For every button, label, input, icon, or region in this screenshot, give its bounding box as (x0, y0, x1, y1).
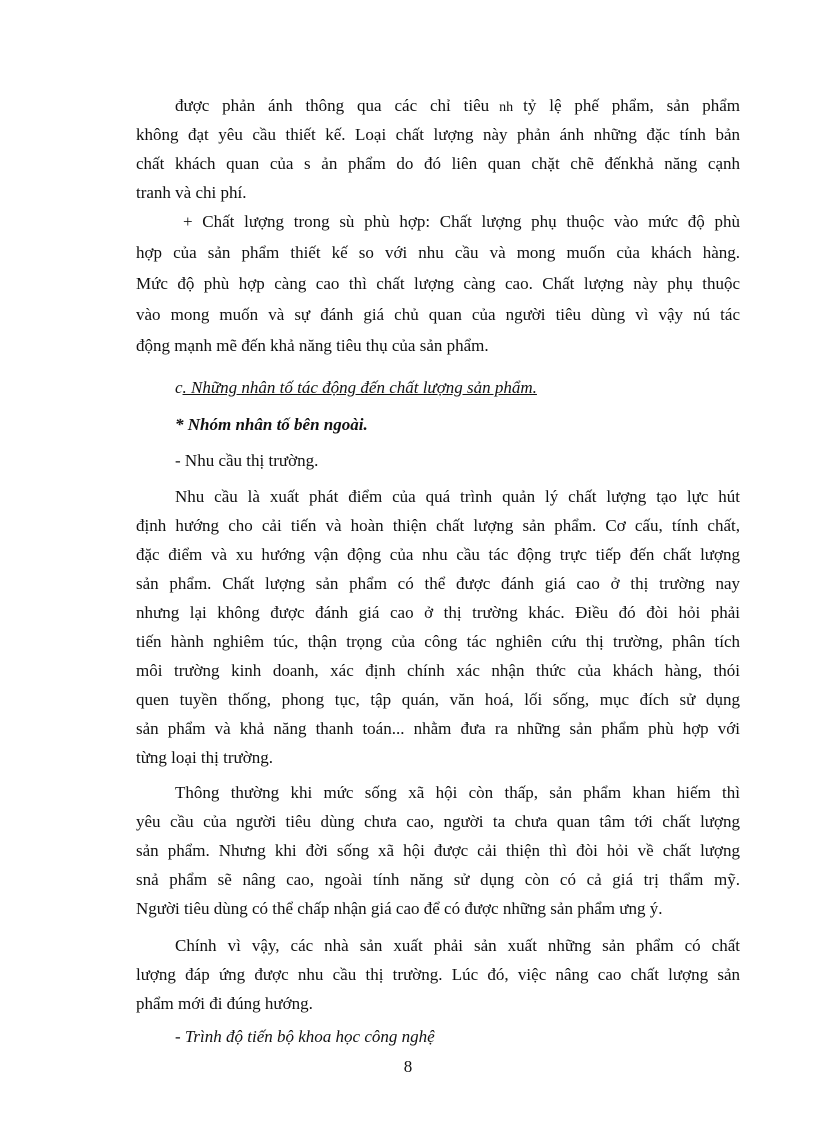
p1-line-1: được phản ánh thông qua các chỉ tiêu nh tỷ lệ phế phẩm, sản phẩm (175, 96, 740, 115)
p3-line-7: môi trường kinh doanh, xác định chính xác nhận thức của khách hàng, thói (136, 661, 740, 680)
p3-line-9: sản phẩm và khả năng thanh toán... nhằm đưa ra những sản phẩm phù hợp với (136, 719, 740, 738)
p1-line-3: chất khách quan của s ản phẩm do đó liên quan chặt chẽ đếnkhả năng cạnh (136, 154, 740, 173)
p5-line-2: lượng đáp ứng được nhu cầu thị trường. Lúc đó, việc nâng cao chất lượng sản (136, 965, 740, 984)
p1-line-4: tranh và chi phí. (136, 183, 247, 202)
subheading-technology: - Trình độ tiến bộ khoa học công nghệ (175, 1027, 435, 1046)
p5-line-1: Chính vì vậy, các nhà sản xuất phải sản xuất những sản phẩm có chất (175, 936, 740, 955)
subheading-market: - Nhu cầu thị trường. (175, 451, 319, 470)
p4-line-5: Người tiêu dùng có thể chấp nhận giá cao để có được những sản phẩm ưng ý. (136, 899, 663, 918)
p3-line-2: định hướng cho cải tiến và hoàn thiện chất lượng sản phẩm. Cơ cấu, tính chất, (136, 516, 740, 535)
p3-line-6: tiến hành nghiêm túc, thận trọng của công tác nghiên cứu thị trường, phân tích (136, 632, 740, 651)
group-heading: * Nhóm nhân tố bên ngoài. (175, 415, 368, 434)
p5-line-3: phẩm mới đi đúng hướng. (136, 994, 313, 1013)
p2-line-5: động mạnh mẽ đến khả năng tiêu thụ của sản phẩm. (136, 336, 489, 355)
page-number: 8 (403, 1057, 413, 1076)
inline-note: nh (499, 100, 514, 115)
p2-line-4: vào mong muốn và sự đánh giá chủ quan của người tiêu dùng vì vậy nú tác (136, 305, 740, 324)
p3-line-1: Nhu cầu là xuất phát điểm của quá trình quản lý chất lượng tạo lực hút (175, 487, 740, 506)
p3-line-8: quen tuyền thống, phong tục, tập quán, văn hoá, lối sống, mục đích sử dụng (136, 690, 740, 709)
p3-line-3: đặc điểm và xu hướng vận động của nhu cầu tác động trực tiếp đến chất lượng (136, 545, 740, 564)
p2-line-3: Mức độ phù hợp càng cao thì chất lượng càng cao. Chất lượng này phụ thuộc (136, 274, 740, 293)
p3-line-5: nhưng lại không được đánh giá cao ở thị trường khác. Điều đó đòi hỏi phải (136, 603, 740, 622)
p3-line-4: sản phẩm. Chất lượng sản phẩm có thể được đánh giá cao ở thị trường nay (136, 574, 740, 593)
p2-line-2: hợp của sản phẩm thiết kế so với nhu cầu và mong muốn của khách hàng. (136, 243, 740, 262)
p3-line-10: từng loại thị trường. (136, 748, 273, 767)
p1-line-2: không đạt yêu cầu thiết kế. Loại chất lượng này phản ánh những đặc tính bản (136, 125, 740, 144)
p2-line-1: + Chất lượng trong sù phù hợp: Chất lượng phụ thuộc vào mức độ phù (183, 212, 740, 231)
p4-line-3: sản phẩm. Nhưng khi đời sống xã hội được cải thiện thì đòi hỏi về chất lượng (136, 841, 740, 860)
p4-line-1: Thông thường khi mức sống xã hội còn thấp, sản phẩm khan hiếm thì (175, 783, 740, 802)
p4-line-2: yêu cầu của người tiêu dùng chưa cao, người ta chưa quan tâm tới chất lượng (136, 812, 740, 831)
section-heading-c: c. Những nhân tố tác động đến chất lượng sản phẩm. (175, 378, 537, 397)
p4-line-4: snả phẩm sẽ nâng cao, ngoài tính năng sử dụng còn có cả giá trị thẩm mỹ. (136, 870, 740, 889)
